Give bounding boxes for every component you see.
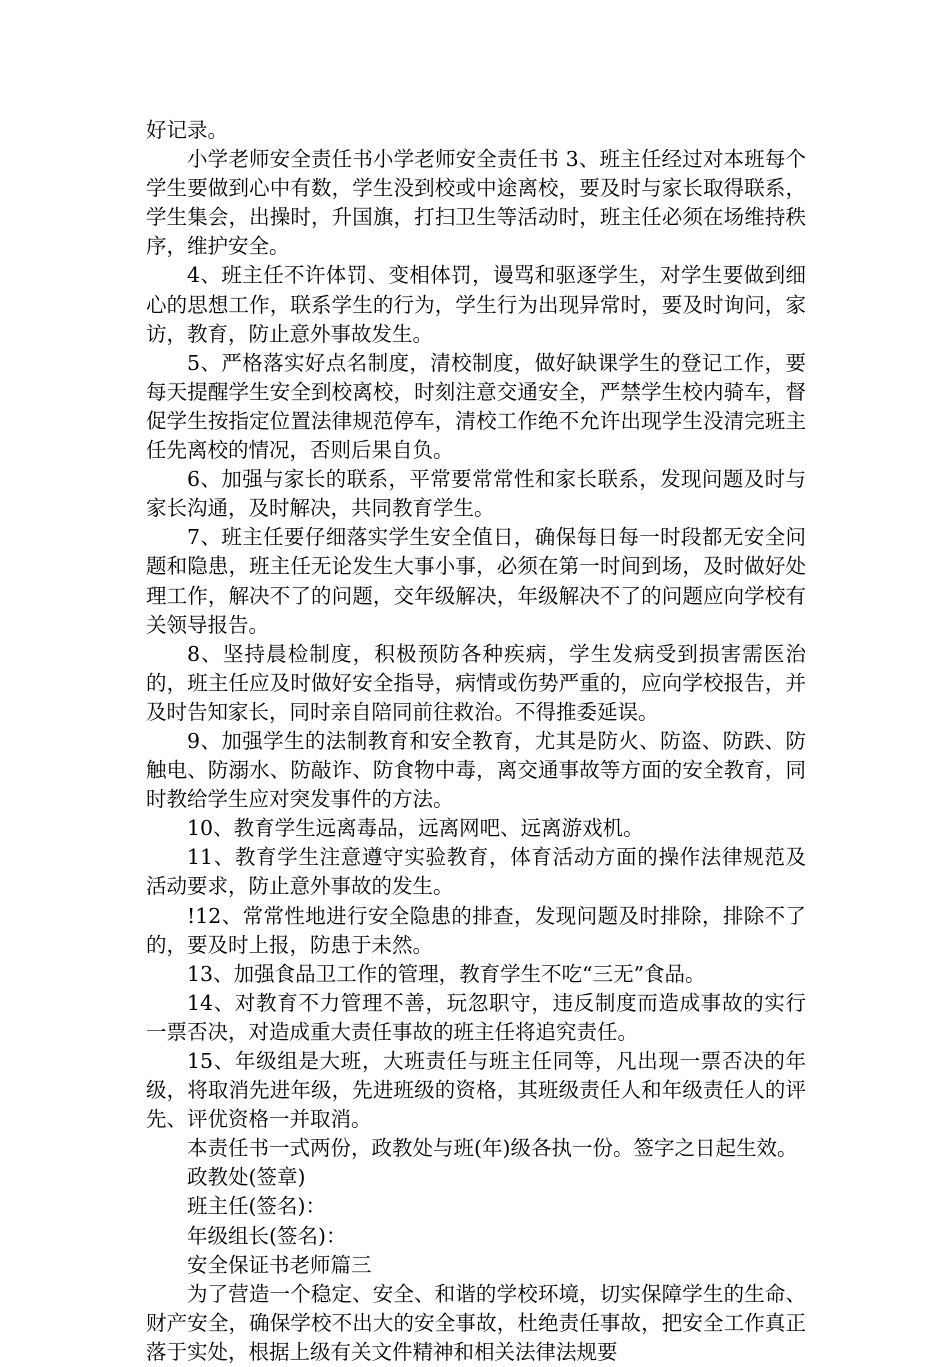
paragraph-1: 小学老师安全责任书小学老师安全责任书 3、班主任经过对本班每个学生要做到心中有数，学生没到校或中途离校，要及时与家长取得联系，学生集会，出操时，升国旗，打扫卫生等活动时，班主任必须在场维持秩序，维护安全。 [146, 147, 806, 259]
paragraph-19: 为了营造一个稳定、安全、和谐的学校环境，切实保障学生的生命、财产安全，确保学校不出大的安全事故，杜绝责任事故，把安全工作真正落于实处，根据上级有关文件精神和相关法律法规要 [146, 1281, 806, 1364]
paragraph-2: 4、班主任不许体罚、变相体罚，谩骂和驱逐学生，对学生要做到细心的思想工作，联系学生的行为，学生行为出现异常时，要及时询问，家访，教育，防止意外事故发生。 [146, 263, 806, 346]
paragraph-14: 本责任书一式两份，政教处与班(年)级各执一份。签字之日起生效。 [187, 1136, 798, 1161]
paragraph-7: 9、加强学生的法制教育和安全教育，尤其是防火、防盗、防跌、防触电、防溺水、防敲诈、防食物中毒，离交通事故等方面的安全教育，同时教给学生应对突发事件的方法。 [146, 728, 806, 812]
paragraph-11: 13、加强食品卫工作的管理，教育学生不吃“三无”食品。 [187, 961, 706, 986]
signature-line-dept: 政教处(签章) [187, 1165, 306, 1190]
paragraph-6: 8、坚持晨检制度，积极预防各种疾病，学生发病受到损害需医治的，班主任应及时做好安全指导，病情或伤势严重的，应向学校报告，并及时告知家长，同时亲自陪同前往救治。不得推委延误。 [146, 641, 806, 724]
paragraph-4: 6、加强与家长的联系，平常要常常性和家长联系，发现问题及时与家长沟通，及时解决，共同教育学生。 [146, 467, 806, 521]
paragraph-5: 7、班主任要仔细落实学生安全值日，确保每日每一时段都无安全问题和隐患，班主任无论发生大事小事，必须在第一时间到场，及时做好处理工作，解决不了的问题，交年级解决，年级解决不了的问题应向学校有关领导报告。 [146, 525, 806, 637]
paragraph-0: 好记录。 [146, 118, 228, 142]
paragraph-10: !12、常常性地进行安全隐患的排查，发现问题及时排除，排除不了的，要及时上报，防患于未然。 [146, 903, 806, 957]
signature-line-head-teacher: 班主任(签名)： [187, 1194, 326, 1219]
paragraph-9: 11、教育学生注意遵守实验教育，体育活动方面的操作法律规范及活动要求，防止意外事故的发生。 [146, 845, 806, 899]
document-body [146, 116, 806, 1367]
paragraph-12: 14、对教育不力管理不善，玩忽职守，违反制度而造成事故的实行一票否决，对造成重大责任事故的班主任将追究责任。 [146, 990, 806, 1044]
paragraph-3: 5、严格落实好点名制度，清校制度，做好缺课学生的登记工作，要每天提醒学生安全到校离校，时刻注意交通安全，严禁学生校内骑车，督促学生按指定位置法律规范停车，清校工作绝不允许出现学生没清完班主任先离校的情况，否则后果自负。 [146, 350, 806, 463]
paragraph-13: 15、年级组是大班，大班责任与班主任同等，凡出现一票否决的年级，将取消先进年级，先进班级的资格，其班级责任人和年级责任人的评先、评优资格一并取消。 [146, 1049, 806, 1132]
section-heading: 安全保证书老师篇三 [187, 1252, 372, 1277]
paragraph-8: 10、教育学生远离毒品，远离网吧、远离游戏机。 [187, 816, 644, 841]
signature-line-grade-leader: 年级组长(签名)： [187, 1223, 347, 1248]
